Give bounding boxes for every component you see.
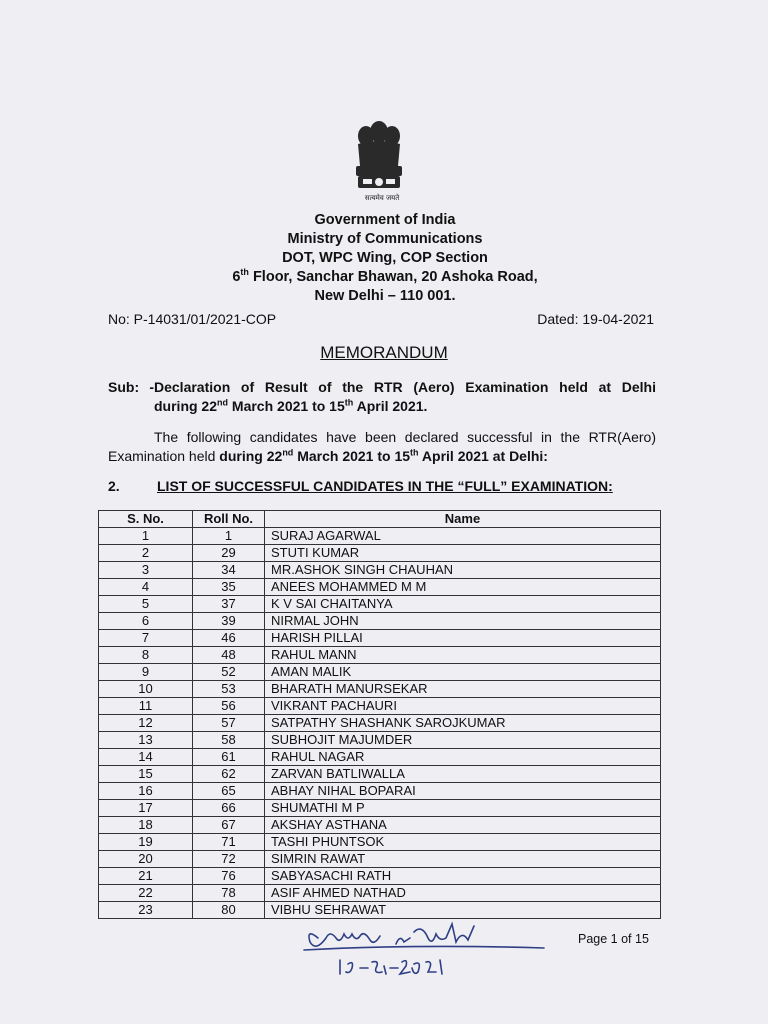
subject-line-1: Declaration of Result of the RTR (Aero) Examination held at Delhi	[154, 379, 656, 395]
roll-no-cell: 80	[193, 902, 265, 919]
roll-no-cell: 67	[193, 817, 265, 834]
serial-no-cell: 19	[99, 834, 193, 851]
roll-no-cell: 53	[193, 681, 265, 698]
page-number: Page 1 of 15	[578, 932, 649, 946]
roll-no-cell: 46	[193, 630, 265, 647]
serial-no-cell: 16	[99, 783, 193, 800]
header-line-city: New Delhi – 110 001.	[314, 288, 456, 304]
candidate-name-cell: HARISH PILLAI	[265, 630, 661, 647]
serial-no-cell: 15	[99, 766, 193, 783]
table-row	[99, 715, 661, 732]
table-row	[99, 749, 661, 766]
intro-line-2: Examination held during 22nd March 2021 to 15th April 2021 at Delhi:	[108, 447, 548, 464]
candidate-name-cell: VIKRANT PACHAURI	[265, 698, 661, 715]
table-row	[99, 596, 661, 613]
serial-no-cell: 6	[99, 613, 193, 630]
serial-no-cell: 11	[99, 698, 193, 715]
section-heading	[108, 478, 613, 494]
header-name: Name	[265, 511, 661, 528]
roll-no-cell: 62	[193, 766, 265, 783]
table-row	[99, 766, 661, 783]
serial-no-cell: 14	[99, 749, 193, 766]
header-line-section: DOT, WPC Wing, COP Section	[282, 250, 488, 266]
candidate-name-cell: SUBHOJIT MAJUMDER	[265, 732, 661, 749]
candidate-name-cell: ASIF AHMED NATHAD	[265, 885, 661, 902]
section-title: LIST OF SUCCESSFUL CANDIDATES IN THE “FULL” EXAMINATION:	[157, 478, 613, 494]
handwritten-signature	[296, 916, 556, 986]
table-row	[99, 528, 661, 545]
table-row	[99, 800, 661, 817]
subject-line-2: during 22nd March 2021 to 15th April 2021.	[154, 397, 428, 414]
roll-no-cell: 52	[193, 664, 265, 681]
subject-label: Sub: -	[108, 379, 154, 395]
serial-no-cell: 2	[99, 545, 193, 562]
candidate-name-cell: VIBHU SEHRAWAT	[265, 902, 661, 919]
serial-no-cell: 13	[99, 732, 193, 749]
candidate-name-cell: ZARVAN BATLIWALLA	[265, 766, 661, 783]
table-row	[99, 851, 661, 868]
candidate-name-cell: AMAN MALIK	[265, 664, 661, 681]
roll-no-cell: 66	[193, 800, 265, 817]
serial-no-cell: 9	[99, 664, 193, 681]
serial-no-cell: 22	[99, 885, 193, 902]
roll-no-cell: 35	[193, 579, 265, 596]
serial-no-cell: 5	[99, 596, 193, 613]
header-line-government: Government of India	[314, 212, 456, 228]
table-row	[99, 868, 661, 885]
candidates-table	[98, 510, 661, 919]
header-serial-no: S. No.	[99, 511, 193, 528]
emblem-motto: सत्यमेव जयते	[364, 194, 400, 202]
roll-no-cell: 76	[193, 868, 265, 885]
table-row	[99, 732, 661, 749]
table-row	[99, 698, 661, 715]
roll-no-cell: 78	[193, 885, 265, 902]
serial-no-cell: 8	[99, 647, 193, 664]
candidate-name-cell: MR.ASHOK SINGH CHAUHAN	[265, 562, 661, 579]
candidate-name-cell: RAHUL NAGAR	[265, 749, 661, 766]
candidate-name-cell: SHUMATHI M P	[265, 800, 661, 817]
candidate-name-cell: ABHAY NIHAL BOPARAI	[265, 783, 661, 800]
table-header-row	[99, 511, 661, 528]
roll-no-cell: 37	[193, 596, 265, 613]
serial-no-cell: 18	[99, 817, 193, 834]
subject-block	[108, 378, 656, 416]
reference-number: No: P-14031/01/2021-COP	[108, 311, 277, 327]
candidate-name-cell: STUTI KUMAR	[265, 545, 661, 562]
intro-paragraph	[108, 428, 656, 466]
document-date: Dated: 19-04-2021	[537, 311, 654, 327]
table-row	[99, 681, 661, 698]
intro-line-1: The following candidates have been declared successful in the RTR(Aero)	[154, 429, 656, 445]
serial-no-cell: 7	[99, 630, 193, 647]
serial-no-cell: 10	[99, 681, 193, 698]
table-row	[99, 613, 661, 630]
roll-no-cell: 71	[193, 834, 265, 851]
serial-no-cell: 1	[99, 528, 193, 545]
candidate-name-cell: K V SAI CHAITANYA	[265, 596, 661, 613]
serial-no-cell: 20	[99, 851, 193, 868]
table-row	[99, 579, 661, 596]
roll-no-cell: 39	[193, 613, 265, 630]
roll-no-cell: 1	[193, 528, 265, 545]
header-roll-no: Roll No.	[193, 511, 265, 528]
serial-no-cell: 12	[99, 715, 193, 732]
candidate-name-cell: AKSHAY ASTHANA	[265, 817, 661, 834]
table-row	[99, 630, 661, 647]
candidate-name-cell: TASHI PHUNTSOK	[265, 834, 661, 851]
roll-no-cell: 48	[193, 647, 265, 664]
candidate-name-cell: SATPATHY SHASHANK SAROJKUMAR	[265, 715, 661, 732]
header-line-ministry: Ministry of Communications	[287, 231, 483, 247]
roll-no-cell: 29	[193, 545, 265, 562]
table-row	[99, 783, 661, 800]
roll-no-cell: 72	[193, 851, 265, 868]
table-row	[99, 664, 661, 681]
serial-no-cell: 23	[99, 902, 193, 919]
header-line-floor: 6th Floor, Sanchar Bhawan, 20 Ashoka Road,	[232, 267, 538, 285]
table-row	[99, 834, 661, 851]
serial-no-cell: 17	[99, 800, 193, 817]
roll-no-cell: 56	[193, 698, 265, 715]
candidate-name-cell: NIRMAL JOHN	[265, 613, 661, 630]
section-number: 2.	[108, 478, 120, 494]
candidate-name-cell: ANEES MOHAMMED M M	[265, 579, 661, 596]
letterhead	[180, 211, 590, 306]
table-row	[99, 817, 661, 834]
roll-no-cell: 34	[193, 562, 265, 579]
table-row	[99, 647, 661, 664]
roll-no-cell: 58	[193, 732, 265, 749]
table-row	[99, 562, 661, 579]
serial-no-cell: 21	[99, 868, 193, 885]
memorandum-title: MEMORANDUM	[320, 343, 448, 362]
candidate-name-cell: RAHUL MANN	[265, 647, 661, 664]
serial-no-cell: 4	[99, 579, 193, 596]
table-row	[99, 545, 661, 562]
candidate-name-cell: SIMRIN RAWAT	[265, 851, 661, 868]
table-row	[99, 885, 661, 902]
candidate-name-cell: SURAJ AGARWAL	[265, 528, 661, 545]
roll-no-cell: 57	[193, 715, 265, 732]
roll-no-cell: 65	[193, 783, 265, 800]
roll-no-cell: 61	[193, 749, 265, 766]
candidate-name-cell: SABYASACHI RATH	[265, 868, 661, 885]
candidate-name-cell: BHARATH MANURSEKAR	[265, 681, 661, 698]
serial-no-cell: 3	[99, 562, 193, 579]
